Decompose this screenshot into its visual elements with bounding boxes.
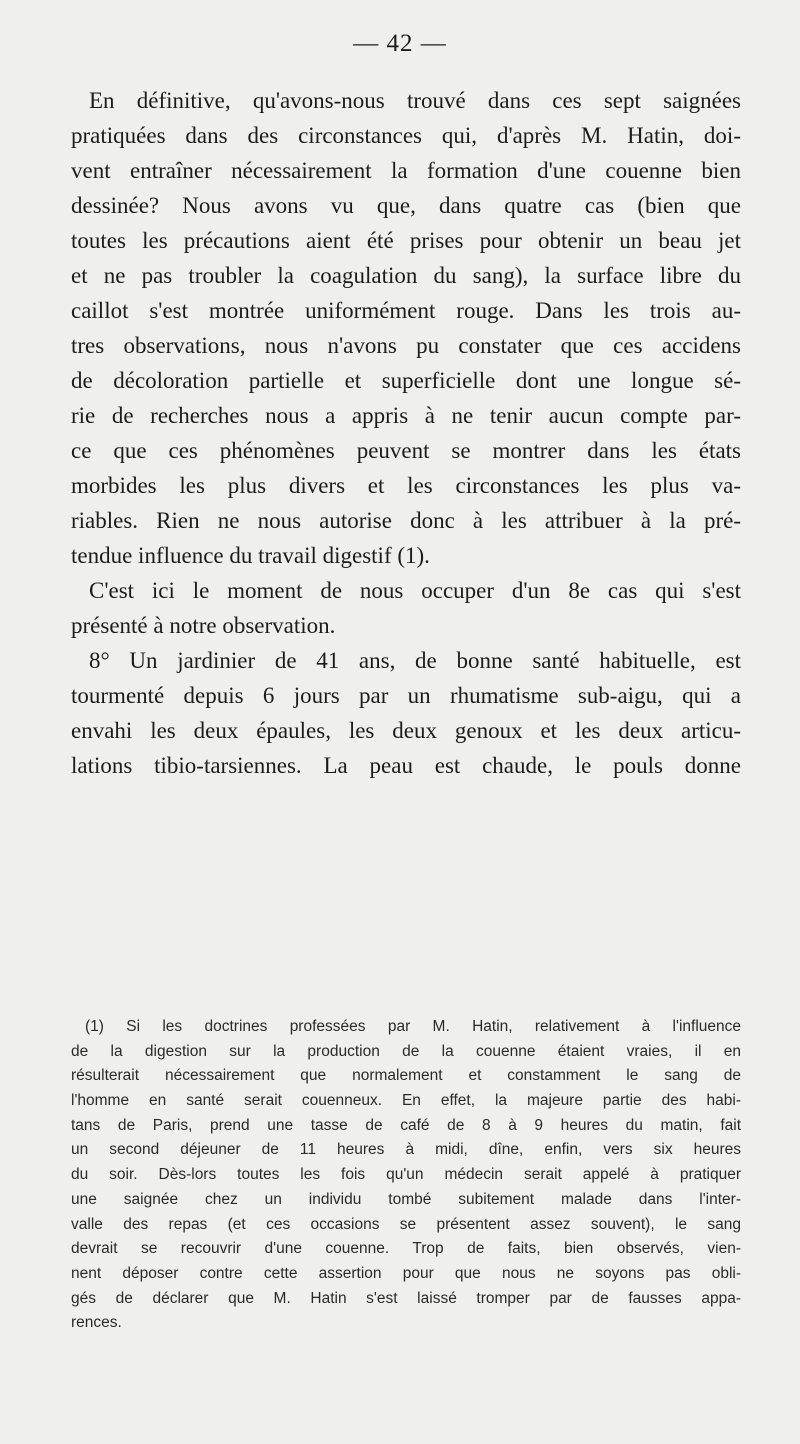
footnote-line: un second déjeuner de 11 heures à midi, dîne, enfin, vers six heures [71,1141,741,1159]
text-line: En définitive, qu'avons-nous trouvé dans ces sept saignées [89,88,741,113]
footnote-line: de la digestion sur la production de la couenne étaient vraies, il en [71,1042,741,1060]
text-line: caillot s'est montrée uniformément rouge. Dans les trois au- [71,298,741,323]
footnote-line: l'homme en santé serait couenneux. En effet, la majeure partie des habi- [71,1092,741,1110]
footnote-line: du soir. Dès-lors toutes les fois qu'un médecin serait appelé à pratiquer [71,1166,741,1184]
text-line: et ne pas troubler la coagulation du sang), la surface libre du [71,263,741,288]
main-text [71,83,741,783]
text-line: tourmenté depuis 6 jours par un rhumatisme sub-aigu, qui a [71,683,741,708]
footnote-line: nent déposer contre cette assertion pour que nous ne soyons pas obli- [71,1264,741,1282]
text-line: toutes les précautions aient été prises pour obtenir un beau jet [71,228,741,253]
text-line: dessinée? Nous avons vu que, dans quatre cas (bien que [71,193,741,218]
footnote-line: valle des repas (et ces occasions se présentent assez souvent), le sang [71,1215,741,1233]
text-line: lations tibio-tarsiennes. La peau est chaude, le pouls donne [71,753,741,778]
footnote-line: rences. [71,1314,122,1332]
text-line: tres observations, nous n'avons pu constater que ces accidens [71,333,741,358]
text-line: vent entraîner nécessairement la formation d'une couenne bien [71,158,741,183]
page-number: — 42 — [353,30,447,57]
text-line: ce que ces phénomènes peuvent se montrer dans les états [71,438,741,463]
footnote [71,1015,741,1336]
text-line: pratiquées dans des circonstances qui, d'après M. Hatin, doi- [71,123,741,148]
text-line: morbides les plus divers et les circonstances les plus va- [71,473,741,498]
text-line: présenté à notre observation. [71,613,336,638]
text-line: C'est ici le moment de nous occuper d'un 8e cas qui s'est [89,578,741,603]
footnote-line: (1) Si les doctrines professées par M. Hatin, relativement à l'influence [85,1018,741,1035]
text-line: rie de recherches nous a appris à ne tenir aucun compte par- [71,403,741,428]
footnote-line: résulterait nécessairement que normalement et constamment le sang de [71,1067,741,1085]
text-line: tendue influence du travail digestif (1). [71,543,430,568]
footnote-line: une saignée chez un individu tombé subitement malade dans l'inter- [71,1190,741,1208]
footnote-line: tans de Paris, prend une tasse de café de 8 à 9 heures du matin, fait [71,1116,741,1134]
text-line: de décoloration partielle et superficielle dont une longue sé- [71,368,741,393]
text-line: riables. Rien ne nous autorise donc à les attribuer à la pré- [71,508,741,533]
footnote-line: devrait se recouvrir d'une couenne. Trop de faits, bien observés, vien- [71,1240,741,1258]
text-line: envahi les deux épaules, les deux genoux et les deux articu- [71,718,741,743]
footnote-line: gés de déclarer que M. Hatin s'est laissé tromper par de fausses appa- [71,1289,741,1307]
text-line: 8° Un jardinier de 41 ans, de bonne santé habituelle, est [89,648,741,673]
